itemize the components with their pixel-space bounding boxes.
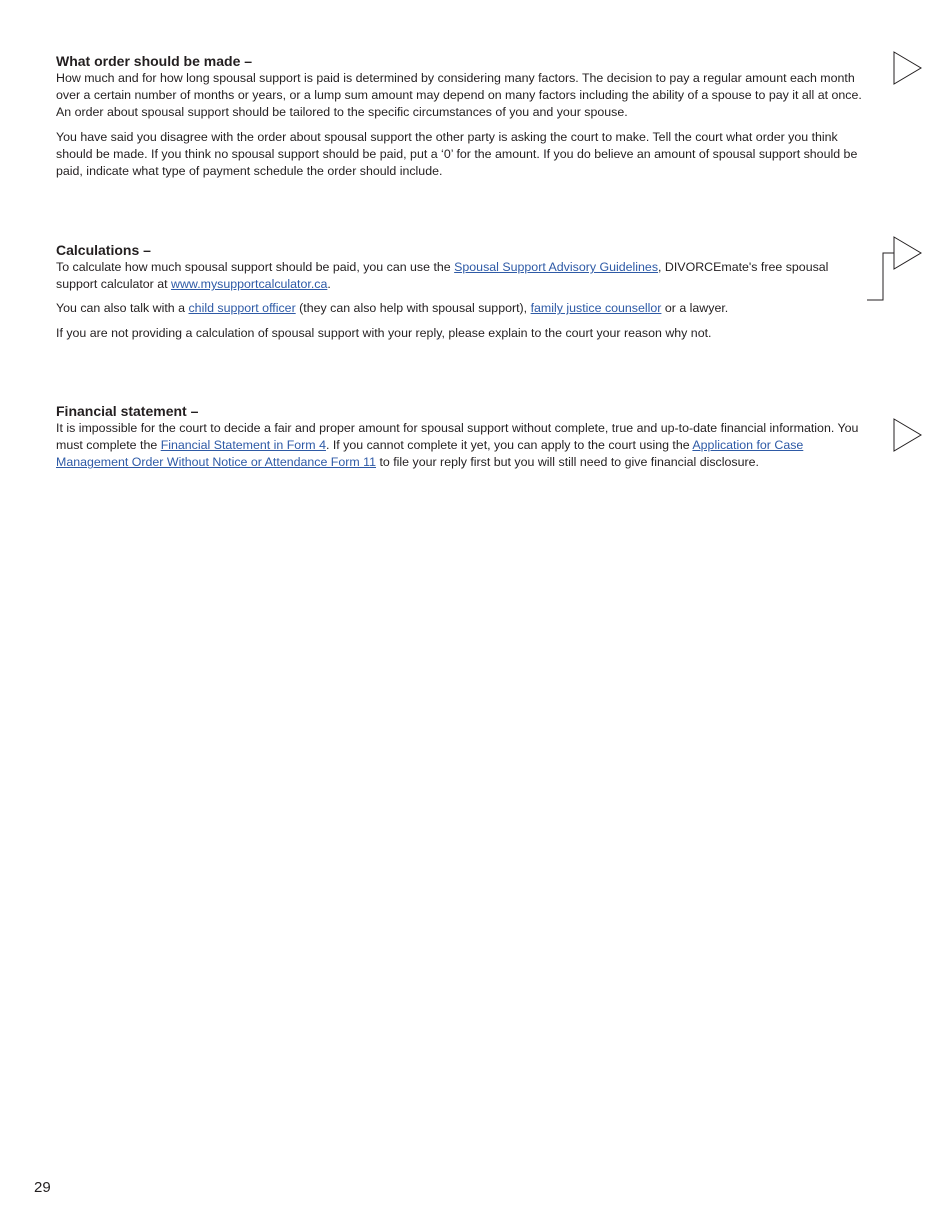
section-heading-order: What order should be made – [56,53,253,69]
play-arrow-icon[interactable] [893,418,923,452]
play-arrow-icon[interactable] [893,51,923,85]
calculations-paragraph-2 [56,300,862,317]
text-span: . If you cannot complete it yet, you can apply to the court using the [325,438,693,453]
play-arrow-connector-icon[interactable] [866,236,924,304]
text-span: You can also talk with a [56,301,189,316]
section-heading-financial: Financial statement – [56,403,199,419]
calculations-paragraph-3: If you are not providing a calculation of spousal support with your reply, please explain to the court your reason why not. [56,325,712,340]
section-what-order [56,53,862,187]
calculations-paragraph-1 [56,259,862,293]
text-span: (they can also help with spousal support), [295,301,531,316]
section-financial-statement [56,403,862,479]
link-spousal-support-advisory-guidelines[interactable]: Spousal Support Advisory Guidelines [454,260,659,274]
financial-paragraph-1 [56,420,862,472]
link-child-support-officer[interactable]: child support officer [188,301,296,316]
text-span: to file your reply first but you will still need to give financial disclosure. [376,455,759,470]
link-mysupportcalculator[interactable]: www.mysupportcalculator.ca [171,277,328,292]
order-paragraph-2: You have said you disagree with the order about spousal support the other party is asking the court to make. Tell the court what order you think should be made. If you think no spousal support should be paid, put a ‘0’ for the amount. If you do believe an amount of spousal support should be paid, indicate what type of payment schedule the order should include. [56,129,858,179]
order-paragraph-1: How much and for how long spousal support is paid is determined by considering many factors. The decision to pay a regular amount each month over a certain number of months or years, or a lump sum amount may depend on many factors including the ability of a spouse to pay it all at once. An order about spousal support should be tailored to the specific circumstances of you and your spouse. [56,71,862,120]
section-heading-calculations: Calculations – [56,242,151,258]
link-family-justice-counsellor[interactable]: family justice counsellor [530,301,662,316]
section-calculations [56,242,862,349]
text-span: . [327,277,331,292]
page-number: 29 [34,1179,51,1196]
text-span: or a lawyer. [661,301,729,316]
text-span: To calculate how much spousal support should be paid, you can use the [56,260,455,274]
text-span: It is impossible for the court to decide a fair and proper amount for spousal support without complete, true and up-to-date financial information. You must complete the [56,421,859,453]
link-financial-statement-form-4[interactable]: Financial Statement in Form 4 [160,438,326,453]
link-application-case-management-form-11[interactable]: Application for Case Management Order Without Notice or Attendance Form 11 [56,438,804,470]
text-span: , DIVORCEmate's free spousal support calculator at [56,260,829,292]
